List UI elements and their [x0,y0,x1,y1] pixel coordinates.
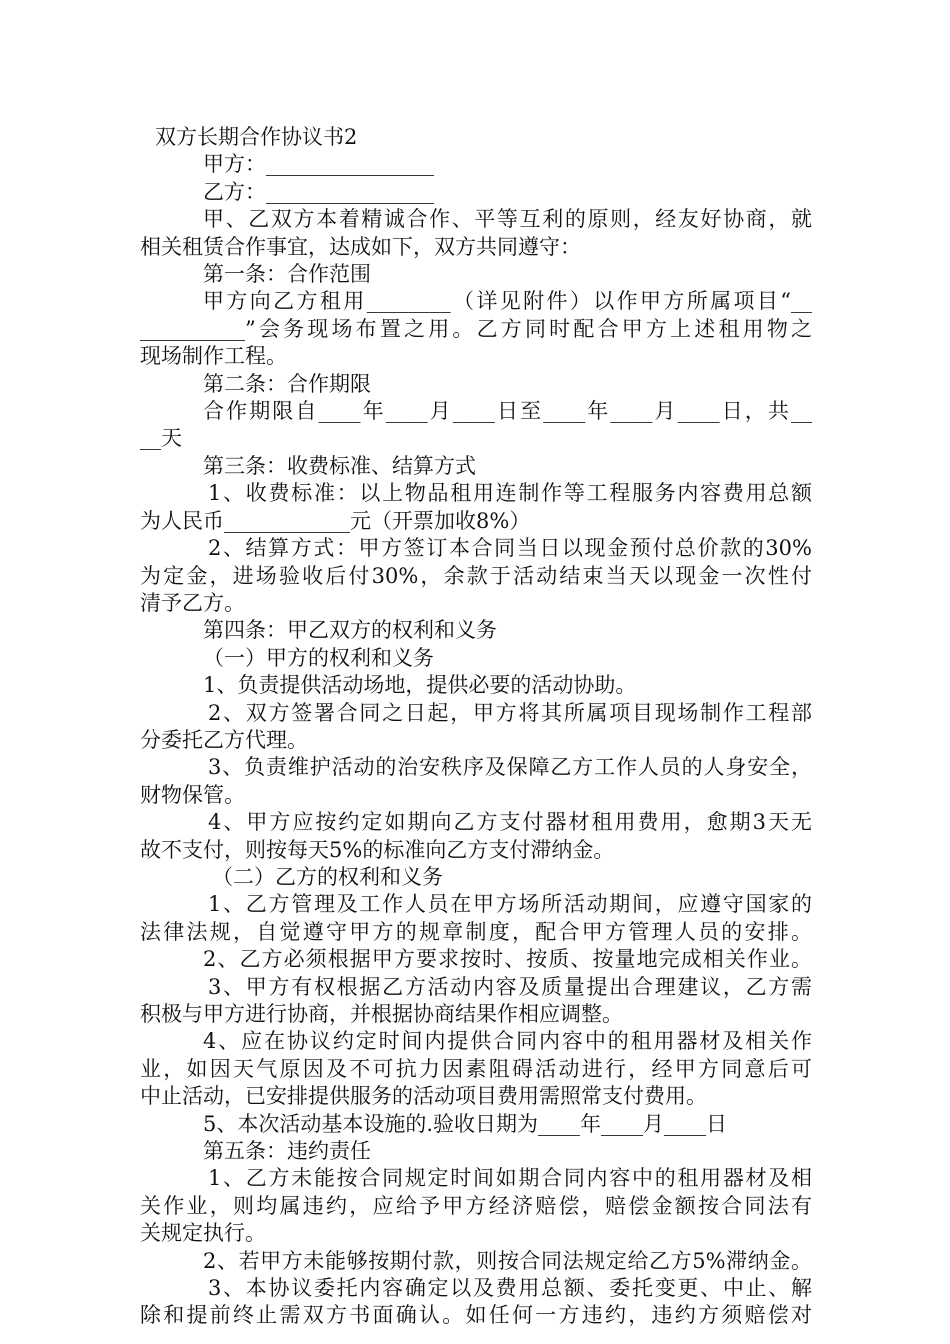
paragraph-line: 财物保管。 [140,782,245,807]
paragraph-line: 2、双方签署合同之日起，甲方将其所属项目现场制作工程部 [208,700,812,725]
paragraph-line: 关作业，则均属违约，应给予甲方经济赔偿，赔偿金额按合同法有 [140,1193,812,1218]
paragraph-line: 1、收费标准：以上物品租用连制作等工程服务内容费用总额 [208,481,812,506]
paragraph-line: （一）甲方的权利和义务 [203,645,434,670]
paragraph-line: 1、负责提供活动场地，提供必要的活动协助。 [203,673,637,698]
paragraph-line: 3、负责维护活动的治安秩序及保障乙方工作人员的人身安全， [208,755,812,780]
paragraph-line: 甲方向乙方租用________（详见附件）以作甲方所属项目“__ [203,289,812,314]
paragraph-line: 3、本协议委托内容确定以及费用总额、委托变更、中止、解 [208,1276,812,1301]
document-page [140,124,812,1330]
paragraph-line: 甲方：________________ [203,152,434,177]
paragraph-line: 第三条：收费标准、结算方式 [203,453,476,478]
paragraph-line: 1、乙方管理及工作人员在甲方场所活动期间，应遵守国家的 [208,892,812,917]
paragraph-line: 2、结算方式：甲方签订本合同当日以现金预付总价款的30% [208,536,812,561]
paragraph-line: 4、应在协议约定时间内提供合同内容中的租用器材及相关作 [203,1029,812,1054]
paragraph-line: 为定金，进场验收后付30%，余款于活动结束当天以现金一次性付 [140,563,812,588]
document-title: 双方长期合作协议书2 [155,125,358,149]
paragraph-line: （二）乙方的权利和义务 [212,864,443,889]
paragraph-line: 现场制作工程。 [140,344,287,369]
document-body [140,151,812,1329]
paragraph-line: __________”会务现场布置之用。乙方同时配合甲方上述租用物之 [140,316,812,341]
paragraph-line: 业，如因天气原因及不可抗力因素阻碍活动进行，经甲方同意后可 [140,1056,812,1081]
paragraph-line: 第二条：合作期限 [203,371,371,396]
paragraph-line: 乙方：________________ [203,179,434,204]
paragraph-line: 合作期限自____年____月____日至____年____月____日，共__ [203,399,812,424]
paragraph-line: 4、甲方应按约定如期向乙方支付器材租用费用，愈期3天无 [208,810,812,835]
paragraph-line: 积极与甲方进行协商，并根据协商结果作相应调整。 [140,1002,623,1026]
paragraph-line: 2、乙方必须根据甲方要求按时、按质、按量地完成相关作业。 [203,947,812,972]
paragraph-line: 第五条：违约责任 [203,1139,371,1164]
paragraph-line: 为人民币____________元（开票加收8%） [140,508,531,533]
paragraph-line: 故不支付，则按每天5%的标准向乙方支付滞纳金。 [140,837,615,862]
paragraph-line: 2、若甲方未能够按期付款，则按合同法规定给乙方5%滞纳金。 [203,1248,812,1273]
paragraph-line: 第一条：合作范围 [203,262,371,287]
paragraph-line: 3、甲方有权根据乙方活动内容及质量提出合理建议，乙方需 [208,974,812,999]
paragraph-line: 第四条：甲乙双方的权利和义务 [203,618,497,643]
paragraph-line: 法律法规，自觉遵守甲方的规章制度，配合甲方管理人员的安排。 [140,919,812,944]
paragraph-line: 关规定执行。 [140,1221,266,1246]
paragraph-line: 分委托乙方代理。 [140,727,308,752]
paragraph-line: 中止活动，已安排提供服务的活动项目费用需照常支付费用。 [140,1084,707,1109]
paragraph-line: 5、本次活动基本设施的.验收日期为____年____月____日 [203,1111,728,1136]
paragraph-line: 甲、乙双方本着精诚合作、平等互利的原则，经友好协商，就 [203,207,812,232]
paragraph-line: 相关租赁合作事宜，达成如下，双方共同遵守： [140,234,581,259]
paragraph-line: 清予乙方。 [140,590,245,615]
paragraph-line: 除和提前终止需双方书面确认。如任何一方违约，违约方须赔偿对 [140,1303,812,1328]
paragraph-line: 1、乙方未能按合同规定时间如期合同内容中的租用器材及相 [208,1166,812,1191]
paragraph-line: __天 [140,426,182,451]
